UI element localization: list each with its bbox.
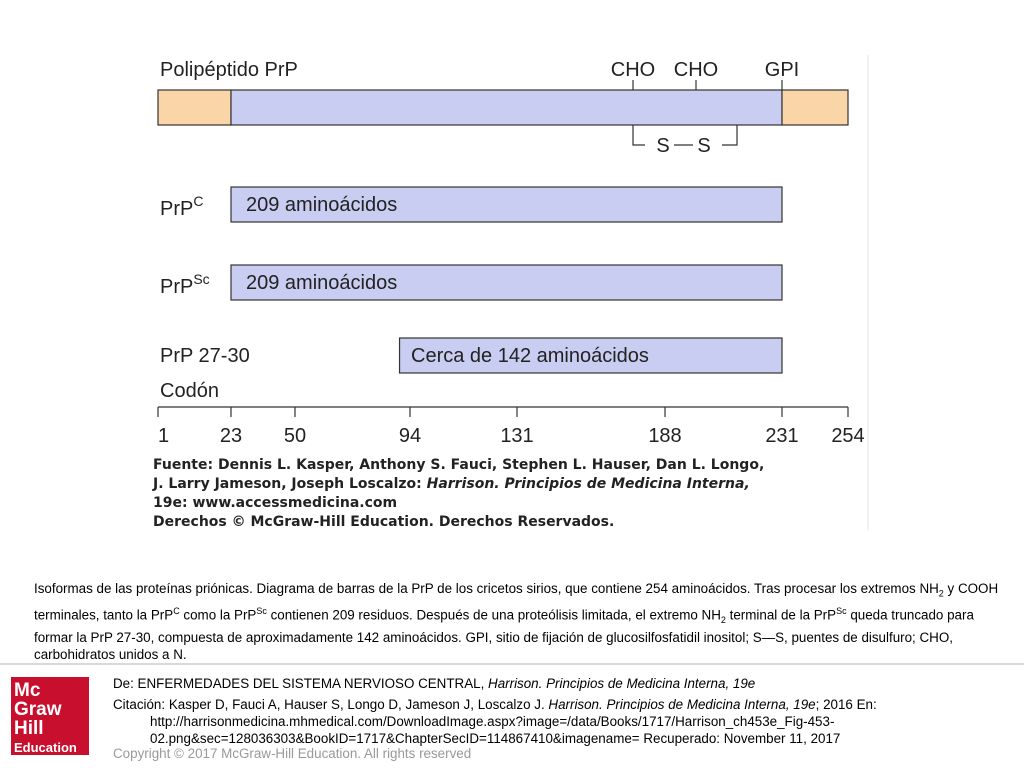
cho-label-2: CHO — [673, 59, 719, 81]
bar-text-prpsc: 209 aminoácidos — [246, 272, 398, 294]
figure-source-credit — [153, 456, 793, 532]
cho-label-1: CHO — [610, 59, 656, 81]
codon-tick-label-94: 94 — [398, 425, 422, 447]
codon-axis-label: Codón — [160, 380, 219, 402]
gpi-label: GPI — [764, 59, 800, 81]
polypeptide-core-segment — [231, 90, 782, 125]
disulfide-bracket-right — [722, 125, 737, 145]
polypeptide-n-terminal-segment — [158, 90, 231, 125]
source-line-3: 19e: www.accessmedicina.com — [153, 495, 398, 511]
citation-url[interactable]: http://harrisonmedicina.mhmedical.com/DownloadImage.aspx?image=/data/Books/1717/Harrison_ch453e_Fig-453- — [150, 714, 835, 729]
bar-text-prpc: 209 aminoácidos — [246, 194, 398, 216]
disulfide-s-right: S — [697, 135, 711, 157]
source-line-1: Fuente: Dennis L. Kasper, Anthony S. Fauci, Stephen L. Hauser, Dan L. Longo, — [153, 457, 765, 473]
citation: Citación: Kasper D, Fauci A, Hauser S, Longo D, Jameson J, Loscalzo J. Harrison. Principios de Medicina Interna, 19e; 2016 En: http://harrisonmedicina.mhmedical.com/DownloadImage.aspx?image=/data/Books/1717/Harrison_ch453e_Fig-453- 02.png&sec=128036303&BookID=1717&ChapterSecID=114867410&imagename= Recuperado: November 11, 2017 — [113, 696, 993, 747]
codon-tick-label-188: 188 — [648, 425, 682, 447]
citation-url-cont: 02.png&sec=128036303&BookID=1717&ChapterSecID=114867410&imagename= Recuperado: November 11, 2017 — [150, 731, 841, 746]
row-label-prpsc: PrP$^{Sc}$ — [160, 271, 210, 298]
from-line: De: ENFERMEDADES DEL SISTEMA NERVIOSO CENTRAL, Harrison. Principios de Medicina Interna, 19e — [113, 676, 756, 691]
mcgraw-hill-logo: Mc Graw Hill Education — [11, 677, 89, 755]
diagram-title: Polipéptido PrP — [160, 59, 298, 81]
bar-text-prp27-30: Cerca de 142 aminoácidos — [411, 345, 649, 367]
figure-caption: Isoformas de las proteínas priónicas. Diagrama de barras de la PrP de los cricetos sirios, que contiene 254 aminoácidos. Tras procesar los extremos $NH_2$ y COOH terminales, tanto la PrP$^C$ como la PrP$^{Sc}$ contienen 209 residuos. Después de una proteólisis limitada, el extremo $NH_2$ terminal de la PrP$^{Sc}$ queda truncado para formar la PrP 27-30, compuesta de aproximadamente 142 aminoácidos. GPI, sitio de fijación de glucosilfosfatidil inositol; S—S, puentes de disulfuro; CHO, carbohidratos unidos a N. — [34, 581, 999, 662]
codon-tick-label-231: 231 — [765, 425, 799, 447]
row-label-prp27-30: PrP 27-30 — [160, 345, 250, 367]
source-line-2: J. Larry Jameson, Joseph Loscalzo: Harrison. Principios de Medicina Interna, — [153, 476, 750, 492]
codon-tick-label-50: 50 — [283, 425, 307, 447]
codon-tick-label-1: 1 — [158, 425, 170, 447]
disulfide-bracket — [633, 125, 645, 145]
copyright-notice: Copyright © 2017 McGraw-Hill Education. All rights reserved — [113, 746, 472, 761]
codon-tick-label-254: 254 — [831, 425, 865, 447]
row-label-prpc: PrP$^C$ — [160, 193, 204, 220]
codon-tick-label-23: 23 — [219, 425, 243, 447]
codon-tick-label-131: 131 — [500, 425, 534, 447]
source-line-4: Derechos © McGraw-Hill Education. Derechos Reservados. — [153, 514, 615, 530]
polypeptide-c-terminal-segment — [782, 90, 848, 125]
disulfide-s-left: S — [656, 135, 670, 157]
footer-divider — [0, 663, 1024, 665]
